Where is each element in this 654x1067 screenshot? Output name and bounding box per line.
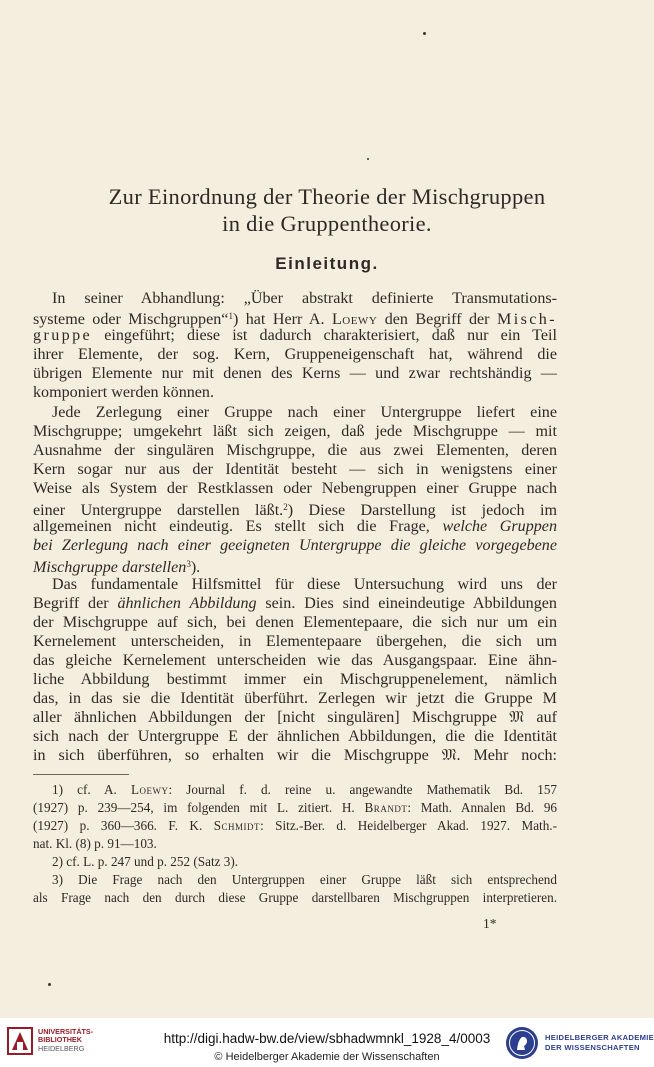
paragraph-line: Begriff der ähnlichen Abbildung sein. Dies sind eineindeutige Abbildungen bbox=[33, 595, 557, 612]
paragraph-line: übrigen Elemente nur mit denen des Kerns — und zwar rechtshändig — bbox=[33, 365, 557, 382]
paragraph-line: Mischgruppe; umgekehrt läßt sich zeigen, daß jede Mischgruppe — mit bbox=[33, 423, 557, 440]
paragraph-line: allgemeinen nicht eindeutig. Es stellt sich die Frage, welche Gruppen bbox=[33, 518, 558, 535]
paragraph-line: systeme oder Mischgruppen“$^1$) hat Herr A. Loewy den Begriff der Misch- bbox=[33, 311, 557, 328]
author-name: Brandt bbox=[364, 800, 408, 815]
page-title-line-1: Zur Einordnung der Theorie der Mischgruppen bbox=[108, 184, 546, 209]
paragraph-line: liche Abbildung bestimmt immer ein Mischgruppenelement, nämlich bbox=[33, 671, 557, 688]
paragraph-line: bei Zerlegung nach einer geeigneten Untergruppe die gleiche vorgegebene bbox=[33, 537, 557, 554]
footnote-rule bbox=[33, 774, 129, 775]
footnote-line: 3) Die Frage nach den Untergruppen einer Gruppe läßt sich entsprechend bbox=[52, 872, 557, 887]
footnote-line: nat. Kl. (8) p. 91—103. bbox=[33, 836, 157, 851]
footnote-line: 2) cf. L. p. 247 und p. 252 (Satz 3). bbox=[52, 854, 239, 869]
paragraph-line: Das fundamentale Hilfsmittel für diese Untersuchung wird uns der bbox=[52, 576, 557, 593]
page-url-link[interactable]: http://digi.hadw-bw.de/view/sbhadwmnkl_1928_4/0003 bbox=[163, 1031, 491, 1046]
footnote-ref: 3 bbox=[186, 559, 191, 569]
viewer-footer bbox=[0, 1018, 654, 1067]
footnote-ref: 2 bbox=[283, 502, 288, 512]
spaced-term: gruppe bbox=[33, 327, 93, 344]
paragraph-line: In seiner Abhandlung: „Über abstrakt definierte Transmutations- bbox=[52, 290, 557, 307]
paragraph-line: Jede Zerlegung einer Gruppe nach einer Untergruppe liefert eine bbox=[52, 404, 557, 421]
author-name: Loewy bbox=[130, 782, 169, 797]
paragraph-line: gruppe eingeführt; diese ist dadurch charakterisiert, daß nur ein Teil bbox=[33, 327, 557, 344]
academy-name: HEIDELBERGER AKADEMIE DER WISSENSCHAFTEN bbox=[545, 1033, 654, 1052]
paragraph-line: Weise als System der Restklassen oder Nebengruppen einer Gruppe nach bbox=[33, 480, 557, 497]
paragraph-line: das gleiche Kernelement unterscheiden wie das Ausgangspaar. Eine ähn- bbox=[33, 652, 557, 669]
paragraph-line: Ausnahme der singulären Mischgruppe, die aus zwei Elementen, deren bbox=[33, 442, 557, 459]
scan-speck bbox=[423, 32, 426, 35]
footnote-line: 1) cf. A. Loewy: Journal f. d. reine u. angewandte Mathematik Bd. 157 bbox=[52, 782, 558, 797]
paragraph-line: komponiert werden können. bbox=[33, 384, 215, 401]
italic-phrase: ähnlichen Abbildung bbox=[117, 595, 257, 612]
paragraph-line: Kern sogar nur aus der Identität besteht — sich in wenigstens einer bbox=[33, 461, 557, 478]
paragraph-line: einer Untergruppe darstellen läßt.$^2$) Diese Darstellung ist jedoch im bbox=[33, 502, 557, 519]
copyright-notice: © Heidelberger Akademie der Wissenschaften bbox=[214, 1051, 440, 1063]
italic-phrase: Mischgruppe darstellen bbox=[33, 559, 187, 576]
paragraph-line: aller ähnlichen Abbildungen der [nicht singulären] Mischgruppe 𝔐 auf bbox=[33, 709, 557, 726]
scan-speck bbox=[48, 983, 51, 986]
author-name: Loewy bbox=[331, 311, 378, 328]
signature-mark: 1* bbox=[483, 916, 497, 931]
paragraph-line: das, in das sie die Identität überführt. Zerlegen wir jetzt die Gruppe M bbox=[33, 690, 557, 707]
paragraph-line: Mischgruppe darstellen$^3$). bbox=[33, 559, 201, 576]
paragraph-line: sich nach der Untergruppe E der ähnlichen Abbildungen, die die Identität bbox=[33, 728, 557, 745]
footnote-line: (1927) p. 239—254, im folgenden mit L. zitiert. H. Brandt: Math. Annalen Bd. 96 bbox=[33, 800, 558, 815]
scan-speck bbox=[367, 158, 369, 160]
academy-seal-icon bbox=[505, 1026, 539, 1060]
footnote-line: als Frage nach den durch diese Gruppe darstellbaren Mischgruppen interpretieren. bbox=[33, 890, 557, 905]
author-name: Schmidt bbox=[213, 818, 261, 833]
university-library-name: UNIVERSITÄTS- BIBLIOTHEK HEIDELBERG bbox=[38, 1027, 94, 1053]
footnote-line: (1927) p. 360—366. F. K. Schmidt: Sitz.-Ber. d. Heidelberger Akad. 1927. Math.- bbox=[33, 818, 558, 833]
spaced-term: Misch- bbox=[496, 311, 557, 328]
paragraph-line: Kernelement unterscheiden, in Elementepaare übergehen, die sich um bbox=[33, 633, 557, 650]
paragraph-line: ihrer Elemente, der sog. Kern, Gruppeneigenschaft hat, während die bbox=[33, 346, 557, 363]
paragraph-line: der Mischgruppe auf sich, bei denen Elementepaare, die sich nur um ein bbox=[33, 614, 557, 631]
paragraph-line: in sich überführen, so erhalten wir die Mischgruppe 𝔐. Mehr noch: bbox=[33, 747, 557, 764]
page-title-line-2: in die Gruppentheorie. bbox=[222, 211, 432, 236]
footnote-ref: 1 bbox=[228, 311, 233, 321]
italic-phrase: welche Gruppen bbox=[442, 518, 558, 535]
section-heading: Einleitung. bbox=[275, 254, 379, 273]
